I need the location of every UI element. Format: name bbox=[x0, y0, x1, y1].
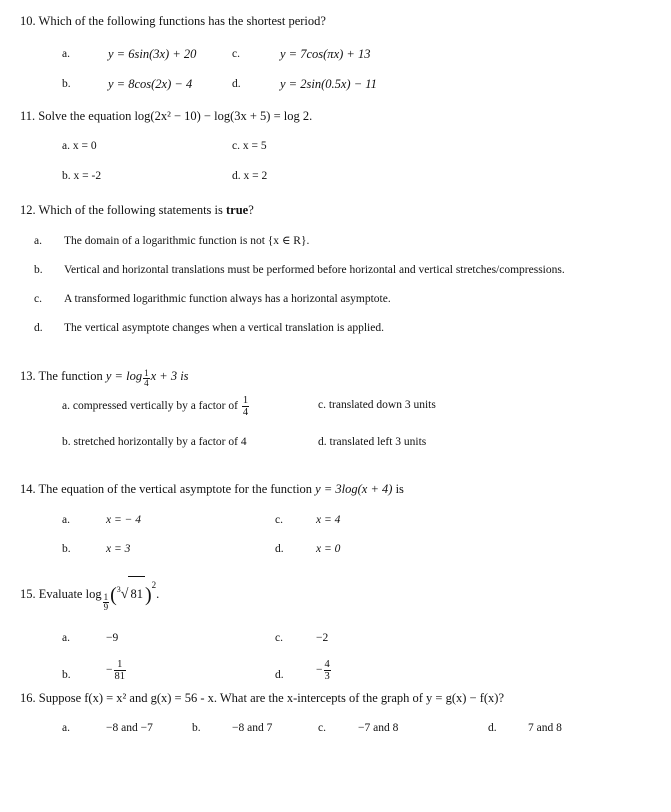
q14-a-label: a. bbox=[62, 514, 70, 526]
q12-d-label: d. bbox=[34, 322, 43, 334]
q16-d-label: d. bbox=[488, 722, 497, 734]
q13-a-num: 1 bbox=[242, 394, 249, 406]
q15-b-fraction bbox=[114, 659, 127, 682]
q12-question bbox=[20, 202, 254, 218]
q14-question-suffix: is bbox=[392, 482, 404, 496]
q15-d-fraction bbox=[324, 659, 331, 682]
q13-a-den: 4 bbox=[242, 406, 249, 418]
q13-a-option bbox=[62, 394, 250, 418]
q15-b-label: b. bbox=[62, 669, 71, 681]
q15-d-option: − $\frac{4}{3}$ bbox=[316, 659, 330, 682]
q16-a-label: a. bbox=[62, 722, 70, 734]
q16-b-label: b. bbox=[192, 722, 201, 734]
q10-question: 10. Which of the following functions has the shortest period? bbox=[20, 14, 326, 28]
q14-func: y = 3log(x + 4) bbox=[315, 482, 393, 496]
q15-d-label: d. bbox=[275, 669, 284, 681]
q10-a-label: a. bbox=[62, 48, 70, 60]
q13-d-option: d. translated left 3 units bbox=[318, 436, 427, 448]
q15-a-label: a. bbox=[62, 632, 70, 644]
q12-b-label: b. bbox=[34, 264, 43, 276]
q15-question: 15. Evaluate log $\frac{1}{9}$ ($^3$√ 81 )$^2$. bbox=[20, 568, 159, 612]
q14-c-label: c. bbox=[275, 514, 283, 526]
q11-a-option: a. x = 0 bbox=[62, 140, 97, 152]
q14-question-prefix: 14. The equation of the vertical asymptote for the function bbox=[20, 482, 316, 496]
q15-a-option: −9 bbox=[106, 632, 119, 644]
q12-question-suffix: ? bbox=[248, 203, 254, 217]
q13-base-num: 1 bbox=[144, 368, 149, 378]
q14-d-option: x = 0 bbox=[316, 543, 341, 555]
q14-d-label: d. bbox=[275, 543, 284, 555]
q14-b-label: b. bbox=[62, 543, 71, 555]
q15-log: log bbox=[85, 587, 102, 601]
q10-c-label: c. bbox=[232, 48, 240, 60]
q12-question-bold: true bbox=[226, 203, 249, 217]
q13-func: y = log bbox=[105, 369, 143, 383]
q12-b-option: Vertical and horizontal translations must be performed before horizontal and vertical stretches/compressions. bbox=[64, 264, 565, 276]
q13-base-fraction bbox=[143, 369, 150, 388]
q13-c-option: c. translated down 3 units bbox=[318, 399, 436, 411]
q15-base-den: 9 bbox=[103, 602, 109, 612]
q15-base-fraction bbox=[103, 593, 110, 612]
q15-b-den: 81 bbox=[114, 671, 125, 682]
q15-radicand: 81 bbox=[128, 576, 145, 611]
q15-c-option: −2 bbox=[316, 632, 329, 644]
q14-a-option: x = − 4 bbox=[106, 514, 141, 526]
q15-exponent: 2 bbox=[151, 580, 157, 590]
q11-d-option: d. x = 2 bbox=[232, 170, 268, 182]
q10-a-option: y = 6sin(3x) + 20 bbox=[108, 47, 197, 61]
q15-c-label: c. bbox=[275, 632, 283, 644]
q12-c-label: c. bbox=[34, 293, 42, 305]
q16-d-option: 7 and 8 bbox=[528, 722, 562, 734]
q14-c-option: x = 4 bbox=[316, 514, 341, 526]
q10-b-label: b. bbox=[62, 78, 71, 90]
q15-question-prefix: 15. Evaluate bbox=[20, 587, 86, 601]
q15-b-option: − $\frac{1}{81}$ bbox=[106, 659, 125, 682]
q15-root-index: 3 bbox=[116, 585, 121, 594]
q13-question-prefix: 13. The function bbox=[20, 369, 106, 383]
q12-d-option: The vertical asymptote changes when a vertical translation is applied. bbox=[64, 322, 384, 334]
q13-question bbox=[20, 365, 189, 388]
q12-c-option: A transformed logarithmic function always has a horizontal asymptote. bbox=[64, 293, 391, 305]
q16-b-option: −8 and 7 bbox=[232, 722, 273, 734]
q12-question-prefix: 12. Which of the following statements is bbox=[20, 203, 226, 217]
q10-b-option: y = 8cos(2x) − 4 bbox=[108, 77, 193, 91]
q12-a-label: a. bbox=[34, 235, 42, 247]
q16-a-option: −8 and −7 bbox=[106, 722, 153, 734]
q16-c-label: c. bbox=[318, 722, 326, 734]
q13-func-tail: x + 3 is bbox=[150, 369, 189, 383]
q11-b-option: b. x = -2 bbox=[62, 170, 102, 182]
q14-b-option: x = 3 bbox=[106, 543, 131, 555]
q10-c-option: y = 7cos(πx) + 13 bbox=[280, 47, 371, 61]
q11-c-option: c. x = 5 bbox=[232, 140, 267, 152]
q13-a-text: a. compressed vertically by a factor of bbox=[62, 400, 238, 412]
q15-d-num: 4 bbox=[324, 659, 330, 670]
q16-c-option: −7 and 8 bbox=[358, 722, 399, 734]
q12-a-option: The domain of a logarithmic function is not {x ∈ R}. bbox=[64, 235, 310, 247]
q13-base-den: 4 bbox=[144, 378, 149, 388]
q10-d-label: d. bbox=[232, 78, 241, 90]
q15-b-num: 1 bbox=[114, 659, 127, 671]
q14-question bbox=[20, 481, 404, 497]
q13-b-option: b. stretched horizontally by a factor of 4 bbox=[62, 436, 247, 448]
q11-question: 11. Solve the equation log(2x² − 10) − log(3x + 5) = log 2. bbox=[20, 109, 313, 123]
q10-d-option: y = 2sin(0.5x) − 11 bbox=[280, 77, 377, 91]
q15-base-num: 1 bbox=[103, 592, 109, 602]
q16-question: 16. Suppose f(x) = x² and g(x) = 56 - x. What are the x-intercepts of the graph of y = g(x) − f(x)? bbox=[20, 691, 505, 705]
q15-d-den: 3 bbox=[324, 671, 330, 682]
q13-a-fraction bbox=[242, 395, 249, 418]
